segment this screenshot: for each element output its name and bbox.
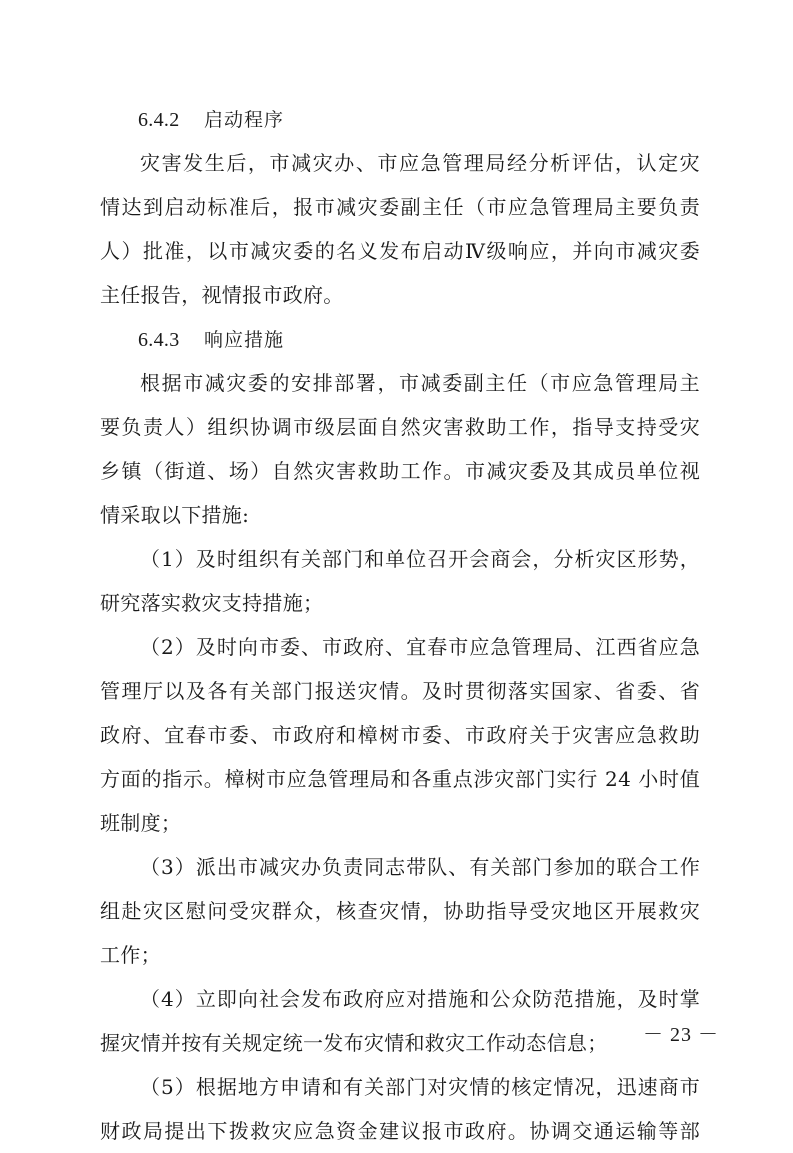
paragraph-line: 组赴灾区慰问受灾群众，核查灾情，协助指导受灾地区开展救灾 (100, 899, 700, 923)
section-title: 启动程序 (204, 109, 285, 131)
section-number: 6.4.3 (138, 329, 180, 351)
page-content (100, 97, 700, 1153)
list-item-2 (100, 625, 700, 845)
list-item-3 (100, 845, 700, 977)
paragraph-line: 握灾情并按有关规定统一发布灾情和救灾工作动态信息； (100, 1031, 608, 1055)
list-item-4 (100, 977, 700, 1065)
paragraph-line: 情采取以下措施: (100, 503, 250, 527)
paragraph-line: 管理厅以及各有关部门报送灾情。及时贯彻落实国家、省委、省 (100, 679, 700, 703)
paragraph-line: 灾害发生后，市减灾办、市应急管理局经分析评估，认定灾 (140, 151, 700, 175)
paragraph-line: （3）派出市减灾办负责同志带队、有关部门参加的联合工作 (140, 855, 700, 879)
list-item-5 (100, 1065, 700, 1153)
paragraph-line: 乡镇（街道、场）自然灾害救助工作。市减灾委及其成员单位视 (100, 459, 700, 483)
paragraph-startup-procedure (100, 141, 700, 317)
list-item-1 (100, 537, 700, 625)
paragraph-line: 情达到启动标准后，报市减灾委副主任（市应急管理局主要负责 (100, 195, 700, 219)
paragraph-line: 要负责人）组织协调市级层面自然灾害救助工作，指导支持受灾 (100, 415, 700, 439)
paragraph-line: （4）立即向社会发布政府应对措施和公众防范措施，及时掌 (140, 987, 700, 1011)
paragraph-line: 方面的指示。樟树市应急管理局和各重点涉灾部门实行 24 小时值 (100, 767, 700, 791)
paragraph-line: 政府、宜春市委、市政府和樟树市委、市政府关于灾害应急救助 (100, 723, 700, 747)
paragraph-response-intro (100, 361, 700, 537)
section-number: 6.4.2 (138, 109, 180, 131)
section-heading-6-4-2 (100, 97, 700, 141)
paragraph-line: 工作； (100, 943, 161, 967)
section-heading-6-4-3 (100, 317, 700, 361)
paragraph-line: 班制度； (100, 811, 182, 835)
paragraph-line: （2）及时向市委、市政府、宜春市应急管理局、江西省应急 (140, 635, 700, 659)
paragraph-line: 主任报告，视情报市政府。 (100, 283, 344, 307)
paragraph-line: 根据市减灾委的安排部署，市减委副主任（市应急管理局主 (140, 371, 700, 395)
paragraph-line: 研究落实救灾支持措施； (100, 591, 324, 615)
paragraph-line: （5）根据地方申请和有关部门对灾情的核定情况，迅速商市 (140, 1075, 700, 1099)
page-number: － 23 － (643, 1024, 719, 1046)
paragraph-line: （1）及时组织有关部门和单位召开会商会，分析灾区形势， (140, 547, 700, 571)
paragraph-line: 财政局提出下拨救灾应急资金建议报市政府。协调交通运输等部 (100, 1119, 700, 1143)
paragraph-line: 人）批准，以市减灾委的名义发布启动Ⅳ级响应，并向市减灾委 (100, 239, 700, 263)
section-title: 响应措施 (204, 329, 285, 351)
